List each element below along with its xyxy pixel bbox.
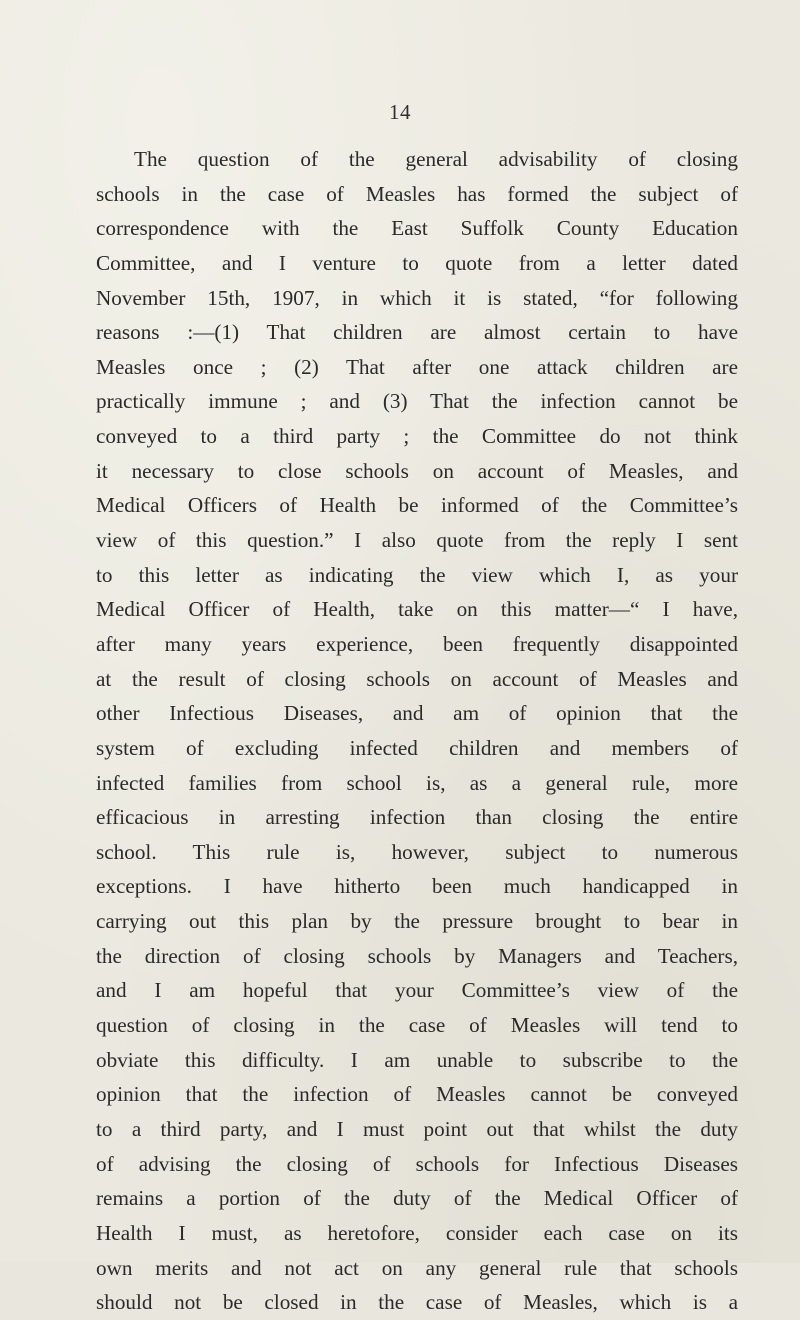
text-line: conveyed to a third party ; the Committee do not think bbox=[96, 424, 738, 449]
text-line: correspondence with the East Suffolk County Education bbox=[96, 216, 738, 241]
text-line: of advising the closing of schools for Infectious Diseases bbox=[96, 1151, 738, 1176]
text-line: schools in the case of Measles has formed the subject of bbox=[96, 181, 738, 206]
text-line: remains a portion of the duty of the Medical Officer of bbox=[96, 1186, 738, 1211]
text-line: to this letter as indicating the view which I, as your bbox=[96, 562, 738, 587]
text-line: should not be closed in the case of Measles, which is a bbox=[96, 1290, 738, 1315]
text-line: to a third party, and I must point out that whilst the duty bbox=[96, 1116, 738, 1141]
body-paragraph bbox=[96, 142, 738, 1320]
text-line: November 15th, 1907, in which it is stated, “for following bbox=[96, 285, 738, 310]
text-line: reasons :—(1) That children are almost certain to have bbox=[96, 320, 738, 345]
page-number: 14 bbox=[389, 100, 411, 124]
text-line: Measles once ; (2) That after one attack children are bbox=[96, 354, 738, 379]
text-line: Health I must, as heretofore, consider each case on its bbox=[96, 1220, 738, 1245]
text-line: own merits and not act on any general rule that schools bbox=[96, 1255, 738, 1280]
text-line: efficacious in arresting infection than closing the entire bbox=[96, 805, 738, 830]
text-line: after many years experience, been frequently disappointed bbox=[96, 631, 738, 656]
text-line: it necessary to close schools on account of Measles, and bbox=[96, 458, 738, 483]
text-line: Medical Officers of Health be informed of the Committee’s bbox=[96, 493, 738, 518]
text-line: Committee, and I venture to quote from a letter dated bbox=[96, 250, 738, 275]
text-line: The question of the general advisability of closing bbox=[134, 147, 738, 171]
text-line: school. This rule is, however, subject to numerous bbox=[96, 839, 738, 864]
text-line: the direction of closing schools by Managers and Teachers, bbox=[96, 943, 738, 968]
text-line: other Infectious Diseases, and am of opinion that the bbox=[96, 701, 738, 726]
text-line: at the result of closing schools on account of Measles and bbox=[96, 666, 738, 691]
text-line: question of closing in the case of Measles will tend to bbox=[96, 1013, 738, 1038]
text-line: practically immune ; and (3) That the infection cannot be bbox=[96, 389, 738, 414]
text-line: exceptions. I have hitherto been much handicapped in bbox=[96, 874, 738, 899]
text-line: and I am hopeful that your Committee’s view of the bbox=[96, 978, 738, 1003]
text-line: system of excluding infected children and members of bbox=[96, 735, 738, 760]
text-line: opinion that the infection of Measles cannot be conveyed bbox=[96, 1082, 738, 1107]
text-line: obviate this difficulty. I am unable to subscribe to the bbox=[96, 1047, 738, 1072]
text-line: infected families from school is, as a general rule, more bbox=[96, 770, 738, 795]
text-line: carrying out this plan by the pressure brought to bear in bbox=[96, 909, 738, 934]
text-line: view of this question.” I also quote from the reply I sent bbox=[96, 528, 738, 553]
text-line: Medical Officer of Health, take on this matter—“ I have, bbox=[96, 597, 738, 622]
